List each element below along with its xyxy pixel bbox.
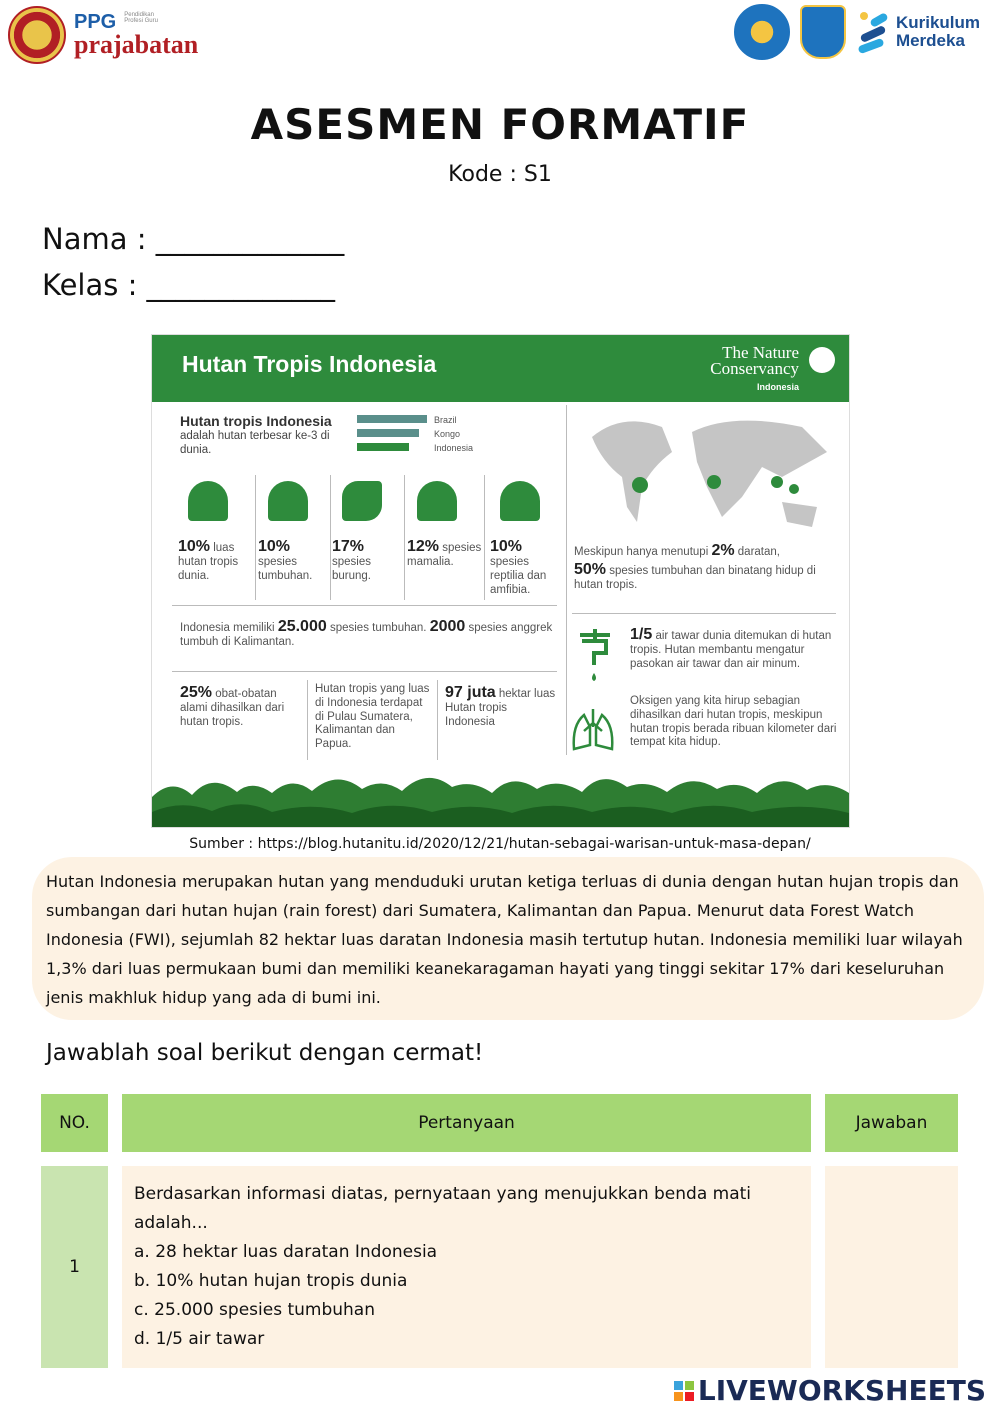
- ppg-logo: [8, 6, 198, 64]
- row-number: 1: [41, 1166, 108, 1368]
- rank-label-brazil: Brazil: [434, 415, 457, 425]
- divider: [437, 680, 438, 760]
- stat-icon: [500, 481, 540, 521]
- rank-bar-brazil: [357, 415, 427, 423]
- stat-item: [490, 537, 560, 598]
- stat-value: 12%: [407, 538, 440, 555]
- header-question: Pertanyaan: [122, 1094, 811, 1152]
- luas-block: [445, 683, 557, 730]
- stat-value: 17%: [332, 538, 365, 555]
- kode-label: Kode : S1: [448, 162, 552, 187]
- luas-text: hektar luas Hutan tropis Indonesia: [445, 688, 556, 728]
- header-answer: Jawaban: [825, 1094, 958, 1152]
- description-text: Hutan Indonesia merupakan hutan yang menduduki urutan ketiga terluas di dunia dengan hutan hujan tropis dan sumbangan dari hutan hujan (rain forest) dari Sumatera, Kalimantan dan Papua. Menurut data Forest Watch Indonesia (FWI), sejumlah 82 hektar luas daratan Indonesia masih tertutup hutan. Indonesia memiliki luar wilayah 1,3% dari luas permukaan bumi dan memiliki keanekaragaman hayati yang tinggi sekitar 17% dari keseluruhan jenis makhluk hidup yang ada di bumi ini.: [46, 872, 963, 1007]
- liveworksheets-label: LIVEWORKSHEETS: [697, 1374, 986, 1407]
- page-title: ASESMEN FORMATIF: [250, 100, 750, 149]
- stat-value: 10%: [258, 538, 291, 555]
- ppg-label: PPG: [74, 11, 117, 33]
- option-a: a. 28 hektar luas daratan Indonesia: [134, 1242, 438, 1262]
- source-link[interactable]: Sumber : https://blog.hutanitu.id/2020/12/21/hutan-sebagai-warisan-untuk-masa-depan/: [189, 836, 811, 852]
- divider: [172, 605, 557, 606]
- stat-icon: [342, 481, 382, 521]
- water-text: air tawar dunia ditemukan di hutan tropis. Hutan membantu mengatur pasokan air tawar dan air minum.: [630, 630, 832, 670]
- oxygen-text: Oksigen yang kita hirup sebagian dihasilkan dari hutan tropis, meskipun hutan tropis berada ribuan kilometer dari tempat kita hidup.: [630, 695, 837, 749]
- cover-text: [574, 541, 844, 593]
- kelas-field[interactable]: Kelas : _____________: [42, 268, 336, 302]
- divider: [330, 475, 331, 600]
- header-no: NO.: [41, 1094, 108, 1152]
- liveworksheets-logo: [674, 1374, 986, 1407]
- infographic-title: Hutan Tropis Indonesia: [182, 351, 437, 377]
- water-block: [630, 625, 840, 672]
- divider: [566, 405, 567, 755]
- forest-silhouette-icon: [152, 757, 849, 827]
- nature-conservancy-logo: [710, 345, 799, 393]
- cover-post: daratan,: [737, 546, 780, 558]
- question-cell: [122, 1166, 811, 1368]
- option-d: d. 1/5 air tawar: [134, 1329, 265, 1349]
- org-line3: Indonesia: [756, 382, 799, 393]
- stat-icon: [417, 481, 457, 521]
- water-value: 1/5: [630, 626, 653, 643]
- species-num2: 2000: [429, 618, 466, 635]
- species-pct-text: spesies tumbuhan dan binatang hidup di hutan tropis.: [574, 565, 816, 592]
- option-b: b. 10% hutan hujan tropis dunia: [134, 1271, 408, 1291]
- divider: [404, 475, 405, 600]
- cover-value: 2%: [711, 542, 735, 559]
- species-text: [180, 617, 560, 650]
- question-text: Berdasarkan informasi diatas, pernyataan yang menujukkan benda mati adalah...: [134, 1184, 752, 1233]
- obat-block: [180, 683, 305, 730]
- species-post: spesies anggrek tumbuh di Kalimantan.: [180, 622, 553, 649]
- obat-text: obat-obatan alami dihasilkan dari hutan tropis.: [180, 688, 285, 728]
- rank-bar-indonesia: [357, 443, 409, 451]
- stat-label: luas hutan tropis dunia.: [178, 542, 239, 582]
- luas-value: 97 juta: [445, 684, 496, 701]
- option-c: c. 25.000 spesies tumbuhan: [134, 1300, 375, 1320]
- stat-item: [178, 537, 253, 584]
- species-pre: Indonesia memiliki: [180, 622, 275, 634]
- world-map-icon: [582, 407, 842, 537]
- stat-icon: [188, 481, 228, 521]
- divider: [572, 613, 836, 614]
- rank-label-indonesia: Indonesia: [434, 443, 474, 453]
- species-pct: 50%: [574, 561, 607, 579]
- description-panel: [32, 857, 984, 1020]
- stat-value: 10%: [490, 538, 523, 555]
- ppg-sub-label: Pendidikan Profesi Guru: [124, 12, 158, 24]
- stat-item: [332, 537, 402, 584]
- kemendikbud-logo-icon: [734, 4, 790, 60]
- rank-bar-labels: [434, 413, 473, 455]
- instruction-text: Jawablah soal berikut dengan cermat!: [46, 1040, 484, 1066]
- kurikulum-merdeka-logo: [856, 10, 980, 54]
- university-seal-icon: [8, 6, 66, 64]
- org-line1: The Nature: [722, 343, 799, 362]
- kurikulum-label: Kurikulum: [895, 13, 980, 33]
- divider: [307, 680, 308, 760]
- species-num: 25.000: [277, 618, 327, 635]
- cover-pre: Meskipun hanya menutupi: [574, 546, 709, 558]
- org-line2: Conservancy: [710, 359, 799, 379]
- stat-label: spesies mamalia.: [407, 542, 482, 569]
- rank-text: adalah hutan terbesar ke-3 di dunia.: [180, 429, 330, 456]
- divider: [255, 475, 256, 600]
- divider: [484, 475, 485, 600]
- stat-icon: [268, 481, 308, 521]
- divider: [172, 671, 557, 672]
- stat-label: spesies reptilia dan amfibia.: [490, 556, 547, 596]
- prajabatan-label: prajabatan: [74, 30, 199, 59]
- answer-input[interactable]: [825, 1166, 958, 1368]
- kurikulum-merdeka-icon: [856, 10, 890, 54]
- right-logos: [734, 4, 980, 60]
- water-tap-icon: [572, 625, 618, 695]
- lungs-icon: [570, 705, 616, 755]
- rank-bold: Hutan tropis Indonesia: [180, 413, 332, 429]
- species-mid: spesies tumbuhan.: [329, 622, 427, 634]
- liveworksheets-icon: [674, 1381, 694, 1401]
- globe-icon: [809, 347, 835, 373]
- merdeka-label: Merdeka: [895, 31, 965, 50]
- stat-item: [407, 537, 482, 570]
- nama-field[interactable]: Nama : _____________: [42, 222, 345, 256]
- school-shield-icon: [800, 5, 846, 59]
- stat-label: spesies tumbuhan.: [258, 556, 313, 582]
- infographic-header: [152, 335, 849, 402]
- stat-value: 10%: [178, 538, 211, 555]
- obat-value: 25%: [180, 684, 213, 701]
- rank-bar-kongo: [357, 429, 419, 437]
- rank-block: [180, 413, 340, 457]
- infographic: [151, 334, 850, 828]
- stat-label: spesies burung.: [332, 556, 372, 582]
- rank-label-kongo: Kongo: [434, 429, 461, 439]
- pulau-text: Hutan tropis yang luas di Indonesia terdapat di Pulau Sumatera, Kalimantan dan Papua.: [315, 683, 430, 751]
- stat-item: [258, 537, 328, 584]
